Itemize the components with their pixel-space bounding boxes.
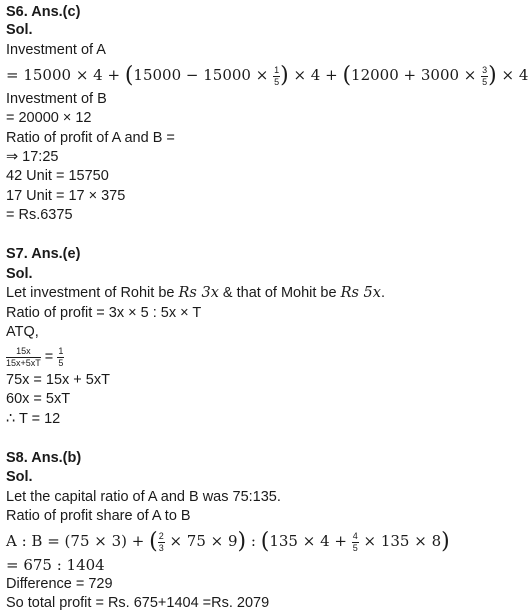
fraction <box>6 347 41 368</box>
eq-part: 12000 + 3000 × <box>351 66 482 84</box>
s8-difference: Difference = 729 <box>6 576 113 592</box>
numerator: 2 <box>158 530 164 541</box>
text-part: Let investment of Rohit be <box>6 285 179 301</box>
text-part: & that of Mohit be <box>218 285 341 301</box>
s7-step-1: 75x = 15x + 5xT <box>6 372 110 388</box>
eq-part: × 4 <box>496 66 528 84</box>
s6-ratio-label: Ratio of profit of A and B = <box>6 130 175 146</box>
s8-total-profit: So total profit = Rs. 675+1404 =Rs. 2079 <box>6 595 270 611</box>
close-paren: ) <box>441 529 450 554</box>
eq-part: × 75 × 9 <box>164 532 238 550</box>
denominator: 5 <box>352 542 358 553</box>
denominator: 5 <box>274 76 280 87</box>
close-paren: ) <box>488 63 497 88</box>
close-paren: ) <box>237 529 247 554</box>
s6-unit-42: 42 Unit = 15750 <box>6 168 109 184</box>
s6-investment-a-label: Investment of A <box>6 42 106 58</box>
numerator: 1 <box>274 64 280 75</box>
text-part: . <box>380 285 385 301</box>
s8-profit-equation <box>6 527 450 556</box>
eq-part: : <box>246 532 261 550</box>
eq-part: = 15000 × 4 + <box>6 66 125 84</box>
s7-investment-line <box>6 284 385 302</box>
s6-investment-b-value: = 20000 × 12 <box>6 110 92 126</box>
eq-part: 15000 − 15000 × <box>133 66 274 84</box>
s7-heading: S7. Ans.(e) <box>6 246 81 262</box>
s7-sol-label: Sol. <box>6 266 33 282</box>
numerator: 15x <box>6 347 41 358</box>
math-part: Rs 5x <box>340 285 381 301</box>
s7-step-2: 60x = 5xT <box>6 391 71 407</box>
s8-capital-ratio: Let the capital ratio of A and B was 75:135. <box>6 489 281 505</box>
math-part: Rs 3x <box>178 285 219 301</box>
s8-sol-label: Sol. <box>6 469 33 485</box>
open-paren: ( <box>124 63 134 88</box>
s7-atq: ATQ, <box>6 324 39 340</box>
s7-ratio: Ratio of profit = 3x × 5 : 5x × T <box>6 305 202 321</box>
numerator: 4 <box>352 530 358 541</box>
eq-part: 135 × 4 + <box>269 532 352 550</box>
numerator: 1 <box>58 345 64 356</box>
s6-investment-a-equation <box>6 62 528 89</box>
s7-fraction-equation <box>6 343 64 371</box>
open-paren: ( <box>342 63 352 88</box>
denominator: 5 <box>58 357 64 368</box>
s8-ratio-result: = 675 : 1404 <box>6 556 105 574</box>
s6-sol-label: Sol. <box>6 22 33 38</box>
equals-sign: = <box>40 349 58 365</box>
fraction <box>57 347 64 368</box>
s6-investment-b-label: Investment of B <box>6 91 107 107</box>
denominator: 3 <box>158 542 164 553</box>
close-paren: ) <box>280 63 289 88</box>
s7-step-3: ∴ T = 12 <box>6 411 61 427</box>
eq-part: A : B = (75 × 3) + <box>6 532 150 550</box>
eq-part: × 135 × 8 <box>358 532 442 550</box>
s6-result: = Rs.6375 <box>6 207 73 223</box>
open-paren: ( <box>149 529 158 554</box>
s6-ratio-value: ⇒ 17:25 <box>6 149 59 165</box>
numerator: 3 <box>482 64 488 75</box>
s8-heading: S8. Ans.(b) <box>6 450 82 466</box>
fraction <box>158 532 165 553</box>
open-paren: ( <box>260 529 270 554</box>
denominator: 5 <box>482 76 488 87</box>
s8-profit-share-label: Ratio of profit share of A to B <box>6 508 191 524</box>
s6-unit-17: 17 Unit = 17 × 375 <box>6 188 126 204</box>
fraction <box>352 532 359 553</box>
denominator: 15x+5xT <box>6 357 41 368</box>
s6-heading: S6. Ans.(c) <box>6 4 81 20</box>
eq-part: × 4 + <box>288 66 343 84</box>
